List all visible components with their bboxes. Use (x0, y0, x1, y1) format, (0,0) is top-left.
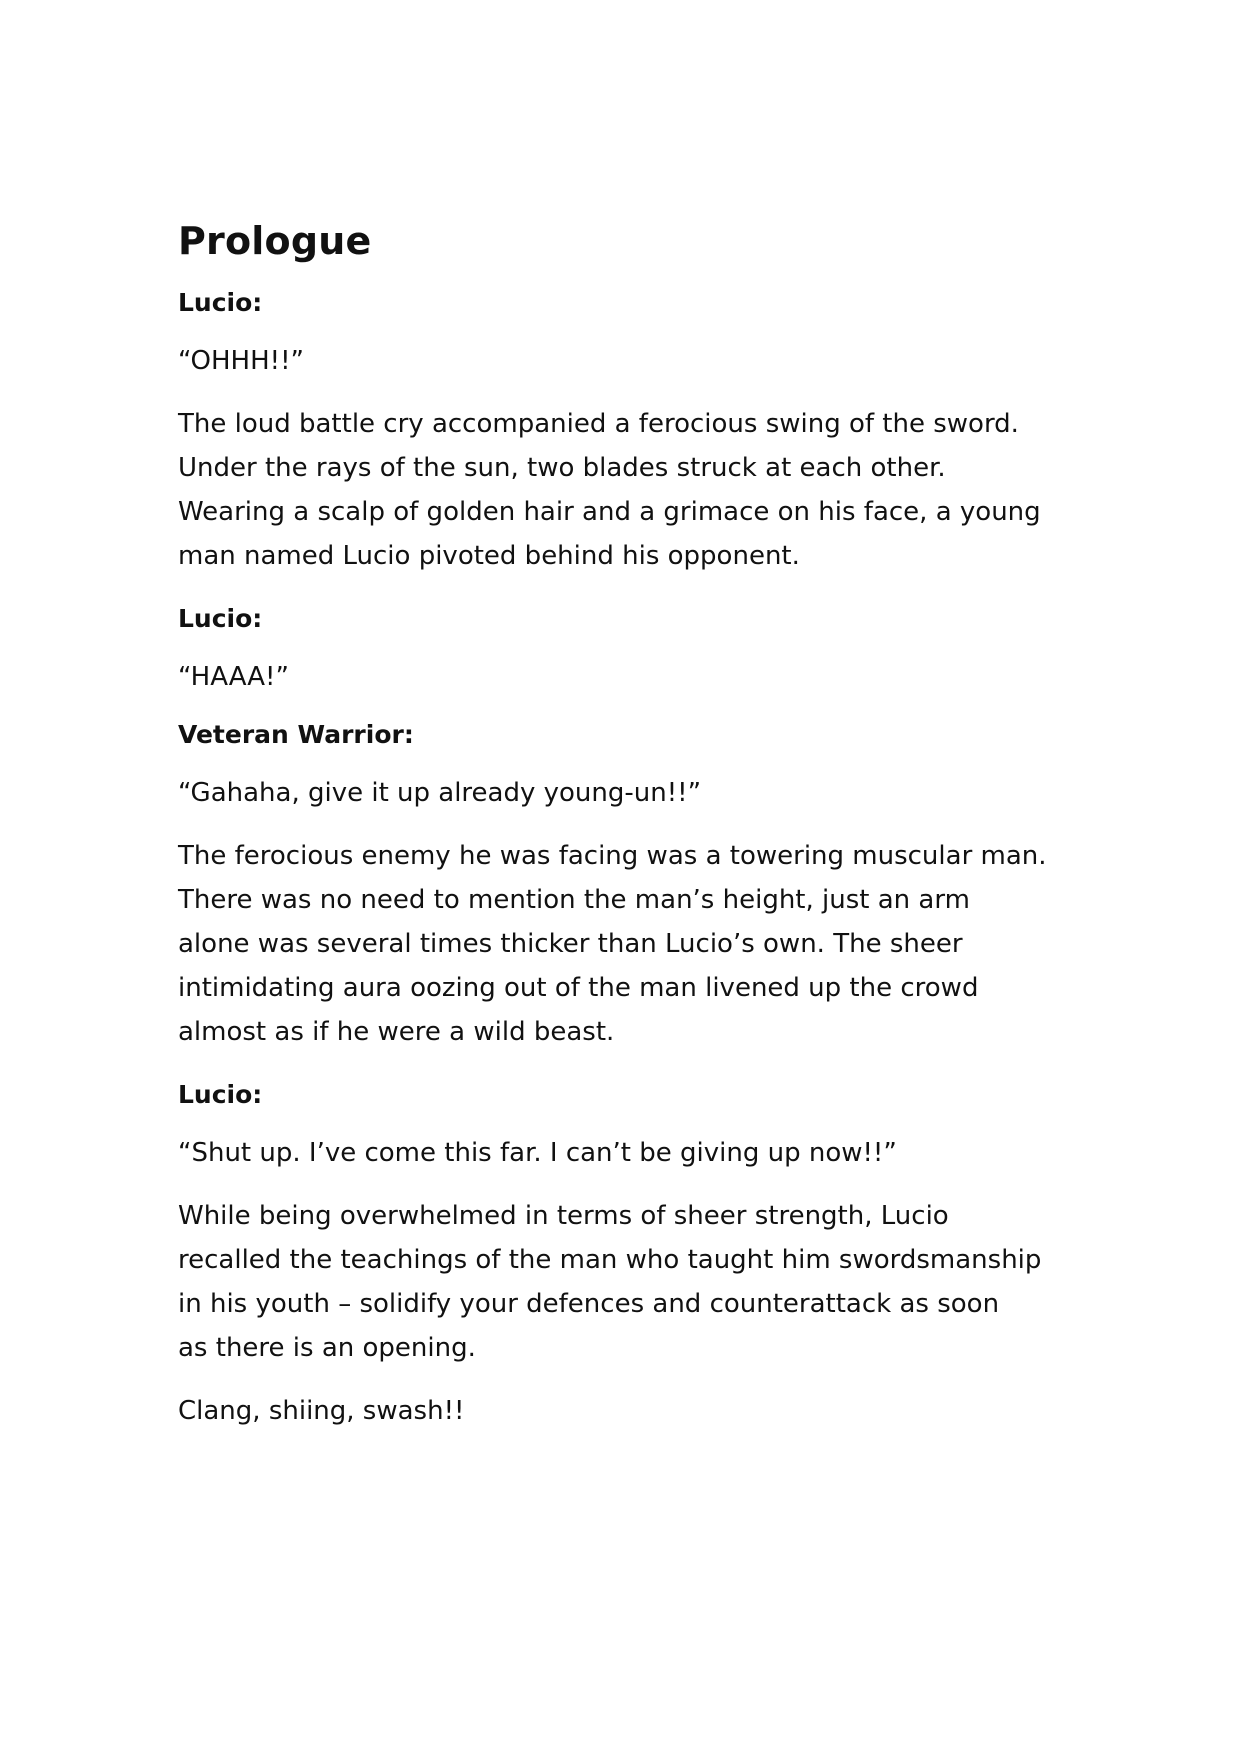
dialogue-line: “Gahaha, give it up already young-un!!” (178, 778, 702, 808)
speaker-label: Lucio: (178, 604, 263, 633)
speaker-label: Veteran Warrior: (178, 720, 414, 749)
speaker-label: Lucio: (178, 288, 263, 317)
chapter-title: Prologue (178, 219, 372, 263)
document-content (178, 218, 1078, 1428)
dialogue-line: “OHHH!!” (178, 346, 304, 376)
sound-effect-line: Clang, shiing, swash!! (178, 1396, 465, 1426)
narration-paragraph: The ferocious enemy he was facing was a towering muscular man. There was no need to mention the man’s height, just an arm alone was several times thicker than Lucio’s own. The sheer intimidating aura oozing out of the man livened up the crowd almost as if he were a wild beast. (178, 841, 1047, 1047)
dialogue-line: “HAAA!” (178, 662, 289, 692)
narration-paragraph: While being overwhelmed in terms of sheer strength, Lucio recalled the teachings of the man who taught him swordsmanship in his youth – solidify your defences and counterattack as soon as there is an opening. (178, 1201, 1042, 1363)
dialogue-line: “Shut up. I’ve come this far. I can’t be giving up now!!” (178, 1138, 897, 1168)
speaker-label: Lucio: (178, 1080, 263, 1109)
narration-paragraph: The loud battle cry accompanied a ferocious swing of the sword. Under the rays of the sun, two blades struck at each other. Wearing a scalp of golden hair and a grimace on his face, a young man named Lucio pivoted behind his opponent. (178, 409, 1041, 571)
